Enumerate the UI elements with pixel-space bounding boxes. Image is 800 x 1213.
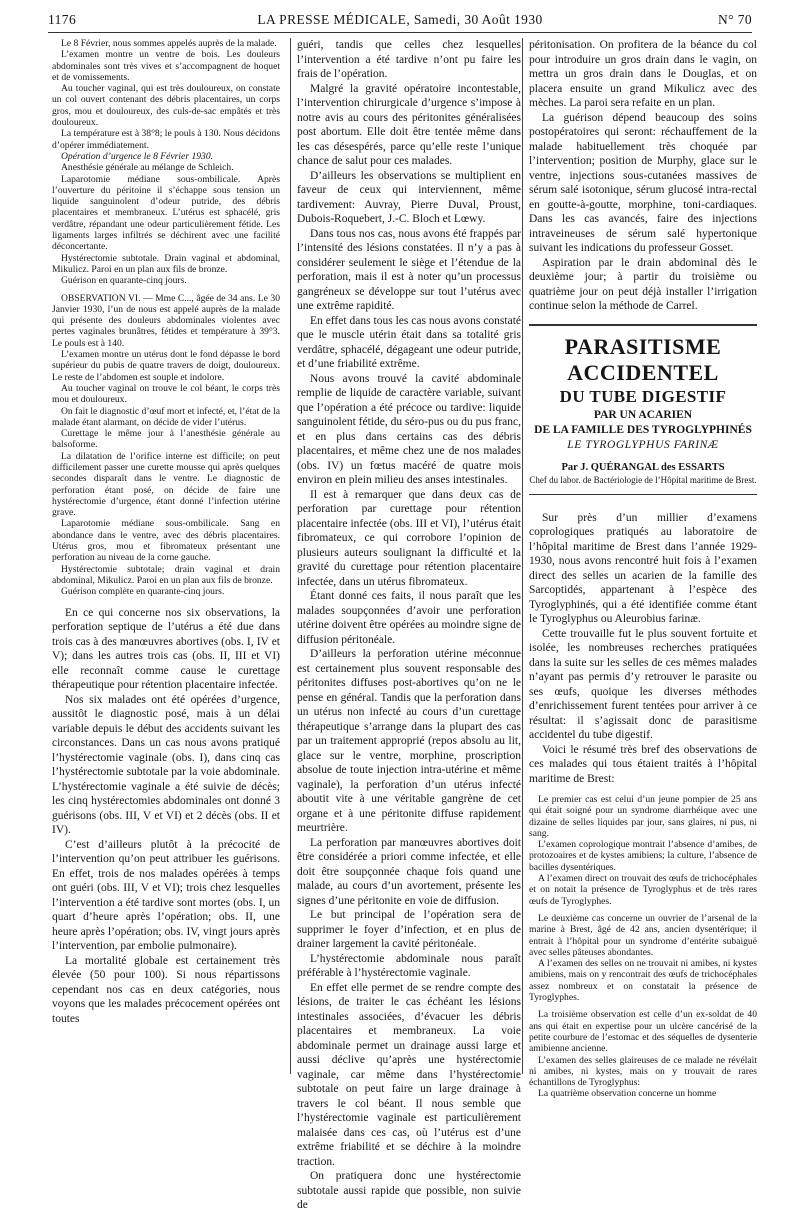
paragraph: En effet elle permet de se rendre compte des lésions, de traiter le cas échéant les lésions intestinales associées, d’évacuer les débris placentaires et membraneux. La voie abdominale permet un drainage aussi large et aussi déclive qu’après une hystérectomie vaginale, car même dans l’hystérectomie subtotale on peut faire un large drainage à travers le col béant. Il nous semble que l’hystérectomie vaginale est particulièrement malaisée dans ces cas, où l’utérus est d’une extrême friabilité et se déchire à la moindre traction. [297,981,521,1168]
paragraph: Hystérectomie subtotale; drain vaginal et drain abdominal, Mikulicz. Paroi en un plan aux fils de bronze. [52,563,280,586]
conclusion-text [529,38,757,314]
paragraph: guéri, tandis que celles chez lesquelles l’intervention a été tardive n’ont pu faire les frais de l’opération. [297,39,521,80]
article-intro [529,511,757,787]
paragraph: Nos six malades ont été opérées d’urgence, aussitôt le diagnostic posé, mais à un délai variable depuis le début des accidents suivant les circonstances. Dans un cas nous avons pratiqué l’hystérectomie vaginale (obs. I), dans cinq cas l’hystérectomie subtotale par la voie abdominale. L’hystérectomie vaginale a été suivie de décès; les cinq hystérectomies abdominales ont donné 3 guérisons (obs. III, V et VI) et 2 décès (obs. II et IV). [52,693,280,837]
paragraph: La guérison dépend beaucoup des soins postopératoires qui seront: réchauffement de la malade habituellement très choquée par l’intervention; position de Murphy, glace sur le ventre, injections sous-cutanées massives de sérum salé isotonique, sérum glucosé intra-rectal en goutte-à-goutte, morphine, toni-cardiaques. Dans les cas avancés, faire des injections intraveineuses de sérum salé hypertonique suivant les indications du professeur Gosset. [529,111,757,254]
discussion-text [297,38,521,1213]
page-number: 1176 [48,12,77,27]
paragraph: Curettage le même jour à l’anesthésie générale au balsoforme. [52,428,280,451]
title-rule [529,494,757,495]
observation-text [52,38,280,598]
paragraph: Il est à remarquer que dans deux cas de perforation par curettage pour rétention placentaire infectée (obs. III et VI), l’utérus était fibromateux, ce qui corrobore l’opinion de plusieurs auteurs soulignant la difficulté et la gravité du curettage pour rétention placentaire infectée, dans un utérus fibromateux. [297,488,521,588]
paragraph: On fait le diagnostic d’œuf mort et infecté, et, l’état de la malade étant alarmant, on décide de vider l’utérus. [52,405,280,428]
paragraph: Cette trouvaille fut le plus souvent fortuite et isolée, les nombreuses recherches pratiquées dans la suite sur les selles de ces mêmes malades n’ayant pas permis d’y retrouver le parasite ou ses œufs, quoique les diverses méthodes d’enrichissement furent tentées pour arriver à ce résultat: il s’agissait donc de parasitisme accidentel du tube digestif. [529,627,757,741]
journal-title: LA PRESSE MÉDICALE, Samedi, 30 Août 1930 [257,12,543,27]
paragraph: Dans tous nos cas, nous avons été frappés par l’intensité des lésions constatées. Il n’y a pas à considérer seulement le siège et l’étendue de la perforation, mais il est à noter qu’un processus gangréneux se développe sur tout l’utérus avec une extrême rapidité. [297,227,521,312]
paragraph: C’est d’ailleurs plutôt à la précocité de l’intervention qu’on peut attribuer les guérisons. En effet, trois de nos malades opérées à temps ont guéri (obs. III, V et VI); trois chez lesquelles l’intervention a été tardive sont mortes (obs. I, un quart d’heure après l’opération; obs. II, une heure après l’opération; obs. IV, vingt jours après l’intervention, par embolie pulmonaire). [52,838,280,953]
paragraph: Anesthésie générale au mélange de Schleich. [61,162,234,174]
paragraph: Malgré la gravité opératoire incontestable, l’intervention chirurgicale d’urgence s’impose à notre avis au cours des péritonites généralisées post abortum. Elle doit être tentée même dans les cas désespérés, parce qu’elle reste l’unique chance de salut pour ces malades. [297,82,521,167]
paragraph: L’examen coprologique montrait l’absence d’amibes, de protozoaires et de kystes amibiens; la culture, l’absence de bacilles dysentériques. [529,839,757,873]
article-subtitle-line2: DE LA FAMILLE DES TYROGLYPHINÉS [534,423,752,436]
discussion-text [52,606,280,1027]
paragraph: A l’examen direct on trouvait des œufs de trichocéphales et on notait la présence de Tyroglyphus et de très rares œufs de Tyroglyphes. [529,873,757,907]
article-subtitle: PAR UN ACARIEN [593,408,693,421]
column-1 [52,38,280,1074]
paragraph: La température est à 38°8; le pouls à 130. Nous décidons d’opérer immédiatement. [52,128,280,151]
article-title-line2: DU TUBE DIGESTIF [559,386,727,406]
paragraph: L’hystérectomie abdominale nous paraît préférable à l’hystérectomie vaginale. [297,952,521,979]
paragraph: péritonisation. On profitera de la béance du col pour introduire un gros drain dans le vagin, on mettra un gros drain dans le Douglas, et on placera ensuite un grand Mikulicz avec des mèches. La paroi sera refaite en un plan. [529,39,757,109]
paragraph: Le premier cas est celui d’un jeune pompier de 25 ans qui était soigné pour un syndrome diarrhéique avec une dizaine de selles liquides par jour, sans glaires, ni pus, ni sang. [529,794,757,839]
paragraph: A l’examen des selles on ne trouvait ni amibes, ni kystes amibiens, mais on y rencontrait des œufs de trichocéphales assez nombreux et on constatait la présence de Tyroglyphes. [529,958,757,1004]
paragraph: La troisième observation est celle d’un ex-soldat de 40 ans qui était en expertise pour un ulcère cancérisé de la petite courbure de l’estomac et des séquelles de dysenterie amibienne ancienne. [529,1009,757,1055]
paragraph: Laparotomie médiane sous-ombilicale. Après l’ouverture du péritoine il s’échappe sous tension un liquide sanguinolent d’odeur putride, des débris placentaires et membraneux. L’utérus est sphacélé, gris verdâtre, répandant une odeur particulièrement fétide. Les ligaments larges infiltrés se déchirent avec une facilité déconcertante. [52,173,280,253]
article-author: Par J. QUÉRANGAL des ESSARTS [561,461,725,473]
paragraph: Étant donné ces faits, il nous paraît que les malades soupçonnées d’avoir une perforation utérine doivent être opérées au moindre signe de diffusion péritonéale. [297,590,521,646]
issue-number: N° 70 [717,12,752,27]
paragraph: OBSERVATION VI. — Mme C..., âgée de 34 ans. Le 30 Janvier 1930, l’un de nous est appelé auprès de la malade qui présente des douleurs abdominales violentes avec pertes vaginales brunâtres, fétides et température à 39°3. Le pouls est à 140. [52,292,280,349]
paragraph: D’ailleurs les observations se multiplient en faveur de ceux qui interviennent, même tardivement: Auvray, Pierre Duval, Proust, Dubois-Roquebert, J.-C. Bloch et Lœwy. [297,169,521,225]
paragraph: Aspiration par le drain abdominal dès le deuxième jour; à partir du troisième ou quatrième jour on peut déjà installer l’irrigation continue selon la méthode de Carrel. [529,256,757,312]
paragraph: On pratiquera donc une hystérectomie subtotale aussi rapide que possible, non suivie de [297,1170,521,1211]
paragraph: Au toucher vaginal on trouve le col béant, le corps très mou et douloureux. [52,382,280,406]
paragraph: Voici le résumé très bref des observations de ces malades qui tous étaient traités à l’hôpital maritime de Brest: [529,743,757,785]
paragraph: La mortalité globale est certainement très élevée (50 pour 100). Si nous répartissons cependant nos cas en deux catégories, nous voyons que les malades précocement opérées ont toutes [52,954,280,1025]
article-title: PARASITISME ACCIDENTEL [564,333,722,385]
paragraph: Guérison en quarante-cinq jours. [61,275,187,287]
page-header [48,8,752,30]
column-2 [290,38,521,1211]
paragraph: Laparotomie médiane sous-ombilicale. Sang en abondance dans le ventre, avec des débris placentaires. Utérus gros, mou et fibromateux présentant une perforation au niveau de la corne gauche. [52,518,280,564]
paragraph: En ce qui concerne nos six observations, la perforation septique de l’utérus a été due dans trois cas à des manœuvres abortives (obs. I, IV et V); dans les autres trois cas (obs. II, III et VI) elle reconnaît comme cause le curettage thérapeutique pour rétention placentaire infectée. [52,606,280,692]
paragraph: Hystérectomie subtotale. Drain vaginal et abdominal, Mikulicz. Paroi en un plan aux fils de bronze. [52,252,280,275]
column-3 [522,38,757,1100]
paragraph: Le but principal de l’opération sera de supprimer le foyer d’infection, et en plus de drainer largement la cavité péritonéale. [297,909,521,950]
paragraph: En effet dans tous les cas nous avons constaté que le muscle utérin était dans sa totalité gris verdâtre, sphacélé, dégageant une odeur putride, et d’une friabilité extrême. [297,314,521,370]
case-reports [529,794,757,1100]
paragraph: Au toucher vaginal, qui est très douloureux, on constate un col ouvert contenant des débris placentaires, un corps gros, mou et douloureux, des culs-de-sac empâtés et très douloureux. [52,83,280,129]
paragraph: L’examen montre un ventre de bois. Les douleurs abdominales sont très vives et s’accompagnent de hoquet et de vomissements. [52,49,280,83]
header-rule [48,32,752,33]
paragraph: Nous avons trouvé la cavité abdominale remplie de liquide de caractère variable, suivant que l’opération a été précoce ou tardive: liquide sanguinolent fétide, du séro-pus ou du pus franc, et en plus dans certains cas des débris placentaires, et même chez une de nos malades (obs. IV) un fœtus macéré de quatre mois environ en plein milieu des anses intestinales. [297,372,521,486]
paragraph: La quatrième observation concerne un homme [538,1088,717,1100]
article-subtitle-species: LE TYROGLYPHUS FARINÆ [567,438,719,451]
paragraph: La dilatation de l’orifice interne est difficile; on peut difficilement passer une curette mousse qui après quelques secondes disparaît dans le ventre. Le diagnostic de perforation étant posé, on décide de faire une hystérectomie d’urgence, étant donné l’infection utérine grave. [52,450,280,519]
paragraph: Opération d’urgence le 8 Février 1930. [61,150,214,162]
article-title-block [529,324,757,486]
paragraph: Le 8 Février, nous sommes appelés auprès de la malade. [61,38,277,49]
author-affiliation: Chef du labor. de Bactériologie de l’Hôpital maritime de Brest. [529,474,757,485]
paragraph: Guérison complète en quarante-cinq jours. [61,586,225,598]
paragraph: La perforation par manœuvres abortives doit être considérée a priori comme infectée, et elle doit être soupçonnée chaque fois quand une malade, au cours d’un avortement, présente les signes d’une péritonite en voie de diffusion. [297,836,521,907]
paragraph: D’ailleurs la perforation utérine méconnue est certainement plus souvent responsable des péritonites diffuses post-abortives qu’on ne le pense en général. Tandis que la perforation dans un utérus non infecté au cours d’un curettage thérapeutique s’arrange dans la plupart des cas par un traitement approprié (repos absolu au lit, glace sur le ventre, morphine, proscription absolue de toute injection intra-utérine et même vaginale), la perforation d’un utérus infecté aboutit vite à une véritable gangrène de cet organe et à une péritonite diffuse rapidement meurtrière. [297,648,521,834]
paragraph: Sur près d’un millier d’examens coprologiques pratiqués au laboratoire de l’hôpital maritime de Brest dans l’année 1929-1930, nous avons rencontré huit fois à l’examen direct des selles un acarien de la famille des Sarcoptidés, appartenant à l’espèce des Tyroglyphinés, qui a été identifiée comme étant le Tyroglyphus ou Aleurobius farinæ. [529,511,757,625]
paragraph: L’examen des selles glaireuses de ce malade ne révélait ni amibes, ni kystes, mais on y trouvait de rares échantillons de Tyroglyphus: [529,1054,757,1089]
paragraph: L’examen montre un utérus dont le fond dépasse le bord supérieur du pubis de quatre travers de doigt, douloureux. Le reste de l’abdomen est souple et indolore. [52,349,280,383]
paragraph: Le deuxième cas concerne un ouvrier de l’arsenal de la marine à Brest, âgé de 42 ans, ancien dysentérique; il entrait à l’hôpital pour un syndrome d’entérite subaiguë avec selles pâteuses abondantes. [529,912,757,958]
